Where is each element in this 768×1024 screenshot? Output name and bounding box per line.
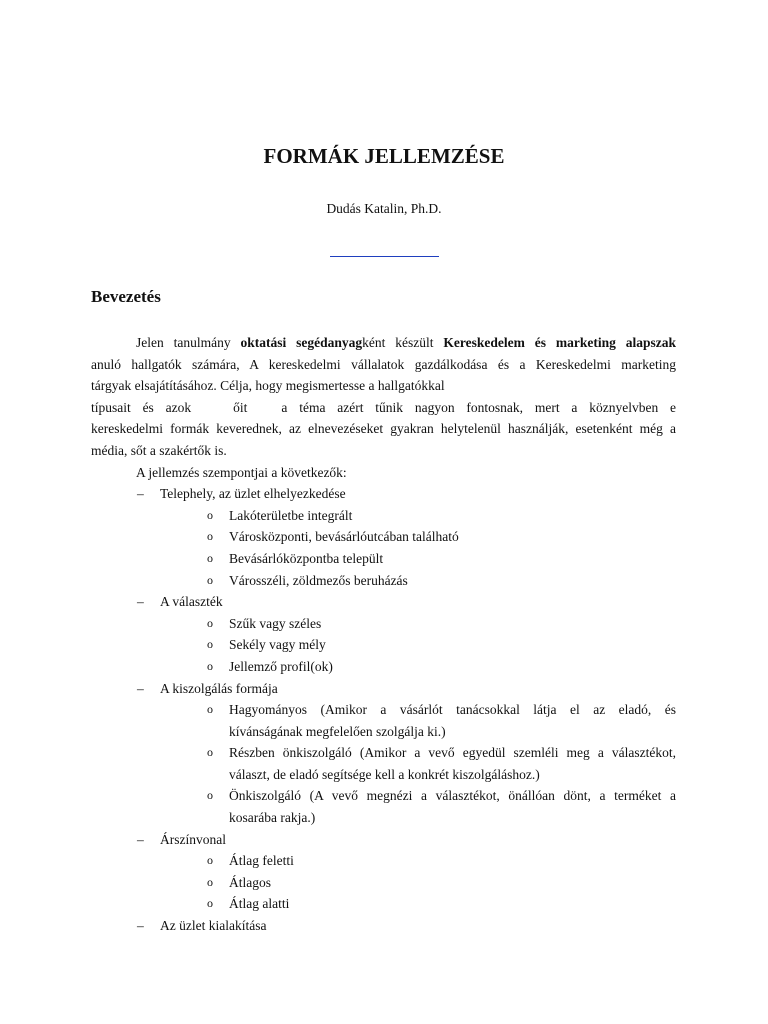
sub-list-item [91,850,676,872]
sub-list-item [91,742,676,785]
sub-list-item-line: választ, de eladó segítsége kell a konkrét kiszolgáláshoz.) [229,766,540,782]
intro-line-3: tárgyak elsajátításához. Célja, hogy megismertesse a hallgatókkal [91,378,445,394]
intro-text: a téma azért tűnik nagyon fontosnak, mert a köznyelvben e [281,399,676,415]
sub-list-item-label: Jellemző profil(ok) [229,658,333,674]
intro-bold-text: Kereskedelem és marketing alapszak [443,335,676,350]
sub-list-item-label: Városközponti, bevásárlóutcában található [229,529,459,545]
bullet-marker: o [207,896,213,911]
sub-list-item-label: Szűk vagy széles [229,615,322,631]
bullet-marker: o [207,874,213,889]
list-item-label: Az üzlet kialakítása [160,918,267,934]
intro-line-6: média, sőt a szakértők is. [91,442,227,458]
dash-marker: – [137,594,144,610]
bullet-marker: o [207,637,213,652]
intro-text: őit [233,399,248,415]
list-item-label: A kiszolgálás formája [160,680,278,696]
sub-list-item-line: kívánságának megfelelően szolgálja ki.) [229,723,446,739]
sub-list-item-line: Részben önkiszolgáló (Amikor a vevő egyedül szemléli meg a választékot, [229,745,676,761]
sub-list-item-label: Városszéli, zöldmezős beruházás [229,572,408,588]
bullet-marker: o [207,572,213,587]
bullet-marker: o [207,788,213,803]
list-item-label: Árszínvonal [160,831,226,847]
sub-list-item [91,526,676,548]
document-title: FORMÁK JELLEMZÉSE [263,144,505,168]
bullet-marker: o [207,853,213,868]
list-item-label: Telephely, az üzlet elhelyezkedése [160,486,346,502]
bullet-marker: o [207,658,213,673]
intro-text: ként készült [362,335,444,350]
sub-list-item-label: Sekély vagy mély [229,637,326,653]
list-item [91,591,676,613]
document-body [91,332,676,937]
sub-list-item-line: kosarába rakja.) [229,810,316,826]
list-item [91,483,676,505]
sub-list-item-label: Átlagos [229,874,271,890]
list-item-label: A választék [160,594,223,610]
section-heading: Bevezetés [91,287,161,306]
bullet-marker: o [207,745,213,760]
sub-list-item [91,699,676,742]
sub-list-item [91,893,676,915]
intro-bold-text: oktatási segédanyag [240,335,363,350]
dash-marker: – [137,680,144,696]
dash-marker: – [137,918,144,934]
bullet-marker: o [207,529,213,544]
intro-line-4 [91,397,676,419]
sub-list-item [91,656,676,678]
intro-line-7: A jellemzés szempontjai a következők: [136,464,347,480]
list-item [91,829,676,851]
intro-text: típusait és azok [91,399,192,415]
sub-list-item-label: Lakóterületbe integrált [229,507,353,523]
sub-list-item-line: Hagyományos (Amikor a vásárlót tanácsokkal látja el az eladó, és [229,702,676,718]
dash-marker: – [137,831,144,847]
title-separator-rule [330,256,439,257]
intro-line-5: kereskedelmi formák keverednek, az elnevezéseket gyakran helytelenül használják, esetenként még a [91,421,676,437]
list-item [91,915,676,937]
sub-list-item [91,872,676,894]
bullet-marker: o [207,702,213,717]
sub-list-item-line: Önkiszolgáló (A vevő megnézi a választékot, önállóan dönt, a terméket a [229,788,676,804]
intro-line-2: anuló hallgatók számára, A kereskedelmi vállalatok gazdálkodása és a Kereskedelmi marketing [91,356,676,372]
author-line: Dudás Katalin, Ph.D. [326,201,442,216]
bullet-marker: o [207,550,213,565]
sub-list-item [91,785,676,828]
bullet-marker: o [207,507,213,522]
sub-list-item-label: Átlag feletti [229,853,294,869]
dash-marker: – [137,486,144,502]
list-item [91,678,676,700]
sub-list-item [91,570,676,592]
sub-list-item-label: Bevásárlóközpontba települt [229,550,384,566]
intro-line-1 [91,332,676,354]
intro-text: Jelen tanulmány [136,335,241,350]
sub-list-item-label: Átlag alatti [229,896,290,912]
sub-list-item [91,613,676,635]
sub-list-item [91,505,676,527]
bullet-marker: o [207,615,213,630]
sub-list-item [91,634,676,656]
sub-list-item [91,548,676,570]
